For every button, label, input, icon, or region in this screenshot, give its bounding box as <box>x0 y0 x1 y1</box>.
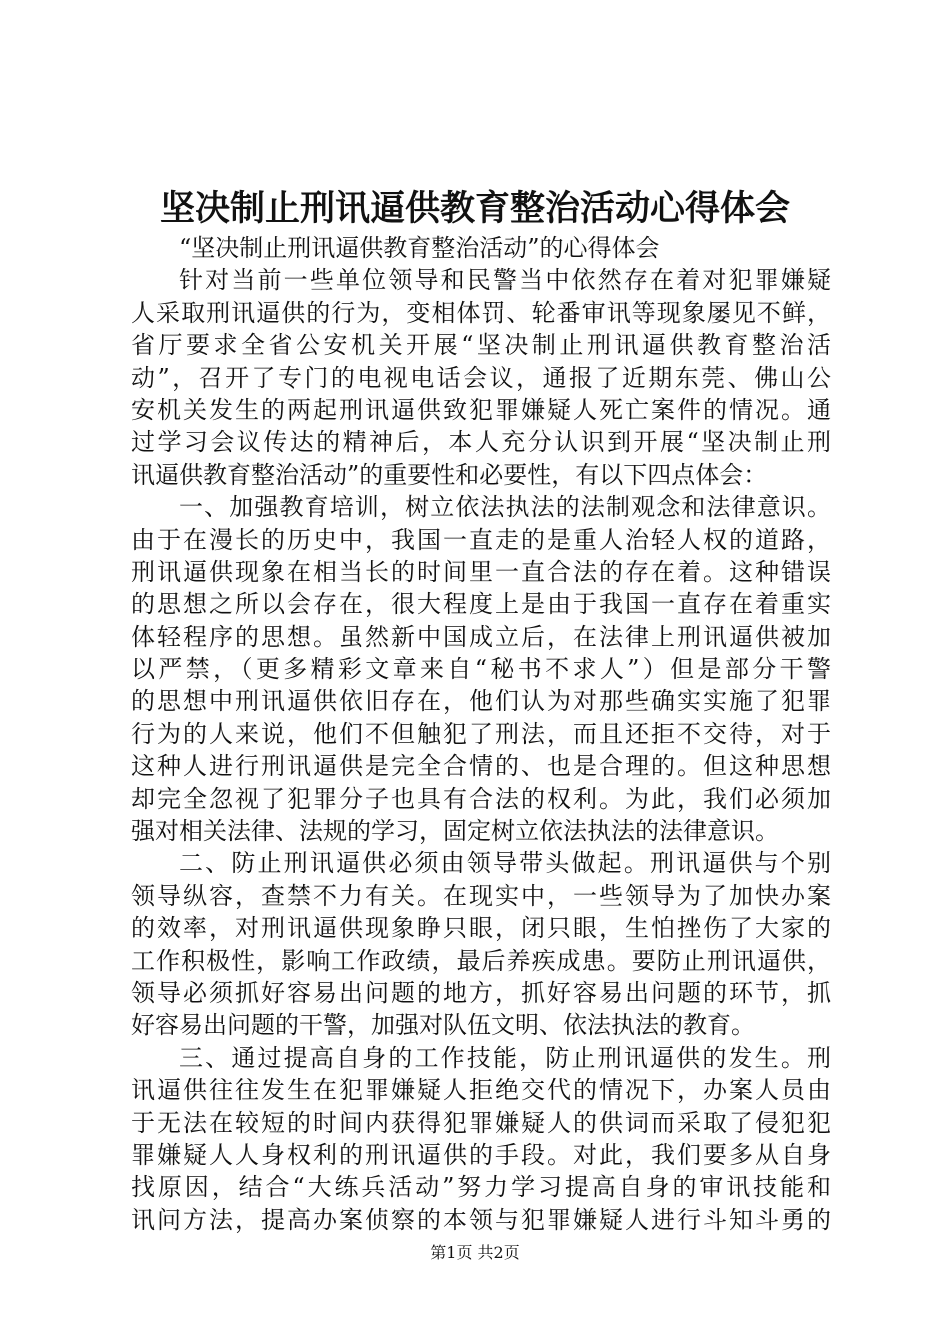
body-line: 讯逼供教育整治活动”的重要性和必要性，有以下四点体会： <box>131 460 768 489</box>
body-line: 工作积极性，影响工作政绩，最后养疾成患。要防止刑讯逼供， <box>131 946 831 975</box>
page-footer: 第1页 共2页 <box>430 1243 520 1262</box>
document-body <box>131 232 831 1236</box>
body-line: 省厅要求全省公安机关开展“坚决制止刑讯逼供教育整治活 <box>131 331 831 360</box>
body-line: 体轻程序的思想。虽然新中国成立后，在法律上刑讯逼供被加 <box>131 622 831 651</box>
body-line: 讯逼供往往发生在犯罪嫌疑人拒绝交代的情况下，办案人员由 <box>131 1076 831 1105</box>
body-line: 安机关发生的两起刑讯逼供致犯罪嫌疑人死亡案件的情况。通 <box>131 395 831 424</box>
body-line: 领导纵容，查禁不力有关。在现实中，一些领导为了加快办案 <box>131 881 831 910</box>
body-line: 二、防止刑讯逼供必须由领导带头做起。刑讯逼供与个别 <box>179 849 831 878</box>
body-line: 这种人进行刑讯逼供是完全合情的、也是合理的。但这种思想 <box>131 752 831 781</box>
body-line: 的思想中刑讯逼供依旧存在，他们认为对那些确实实施了犯罪 <box>131 687 831 716</box>
body-line: 的思想之所以会存在，很大程度上是由于我国一直存在着重实 <box>131 590 831 619</box>
body-line: 强对相关法律、法规的学习，固定树立依法执法的法律意识。 <box>131 817 779 846</box>
body-line: 过学习会议传达的精神后，本人充分认识到开展“坚决制止刑 <box>131 428 831 457</box>
document-title: 坚决制止刑讯逼供教育整治活动心得体会 <box>159 188 790 229</box>
body-line: 于无法在较短的时间内获得犯罪嫌疑人的供词而采取了侵犯犯 <box>131 1108 831 1137</box>
body-line: 针对当前一些单位领导和民警当中依然存在着对犯罪嫌疑 <box>179 266 831 295</box>
body-line: 行为的人来说，他们不但触犯了刑法，而且还拒不交待，对于 <box>131 719 831 748</box>
body-line: 罪嫌疑人人身权利的刑讯逼供的手段。对此，我们要多从自身 <box>131 1140 831 1169</box>
body-line: 领导必须抓好容易出问题的地方，抓好容易出问题的环节，抓 <box>131 978 831 1007</box>
body-line: “坚决制止刑讯逼供教育整治活动”的心得体会 <box>179 234 660 262</box>
body-line: 刑讯逼供现象在相当长的时间里一直合法的存在着。这种错误 <box>131 557 831 586</box>
body-line: 好容易出问题的干警，加强对队伍文明、依法执法的教育。 <box>131 1011 755 1040</box>
body-line: 一、加强教育培训，树立依法执法的法制观念和法律意识。 <box>179 493 831 522</box>
body-line: 人采取刑讯逼供的行为，变相体罚、轮番审讯等现象屡见不鲜， <box>131 298 831 327</box>
body-line: 却完全忽视了犯罪分子也具有合法的权利。为此，我们必须加 <box>131 784 831 813</box>
body-line: 由于在漫长的历史中，我国一直走的是重人治轻人权的道路， <box>131 525 831 554</box>
body-line: 动”，召开了专门的电视电话会议，通报了近期东莞、佛山公 <box>131 363 831 392</box>
body-line: 三、通过提高自身的工作技能，防止刑讯逼供的发生。刑 <box>179 1043 831 1072</box>
body-line: 找原因，结合“大练兵活动”努力学习提高自身的审讯技能和 <box>131 1173 831 1202</box>
body-line: 以严禁，（更多精彩文章来自“秘书不求人”）但是部分干警 <box>131 655 831 684</box>
body-line: 讯问方法，提高办案侦察的本领与犯罪嫌疑人进行斗知斗勇的 <box>131 1205 831 1234</box>
body-line: 的效率，对刑讯逼供现象睁只眼，闭只眼，生怕挫伤了大家的 <box>131 914 831 943</box>
